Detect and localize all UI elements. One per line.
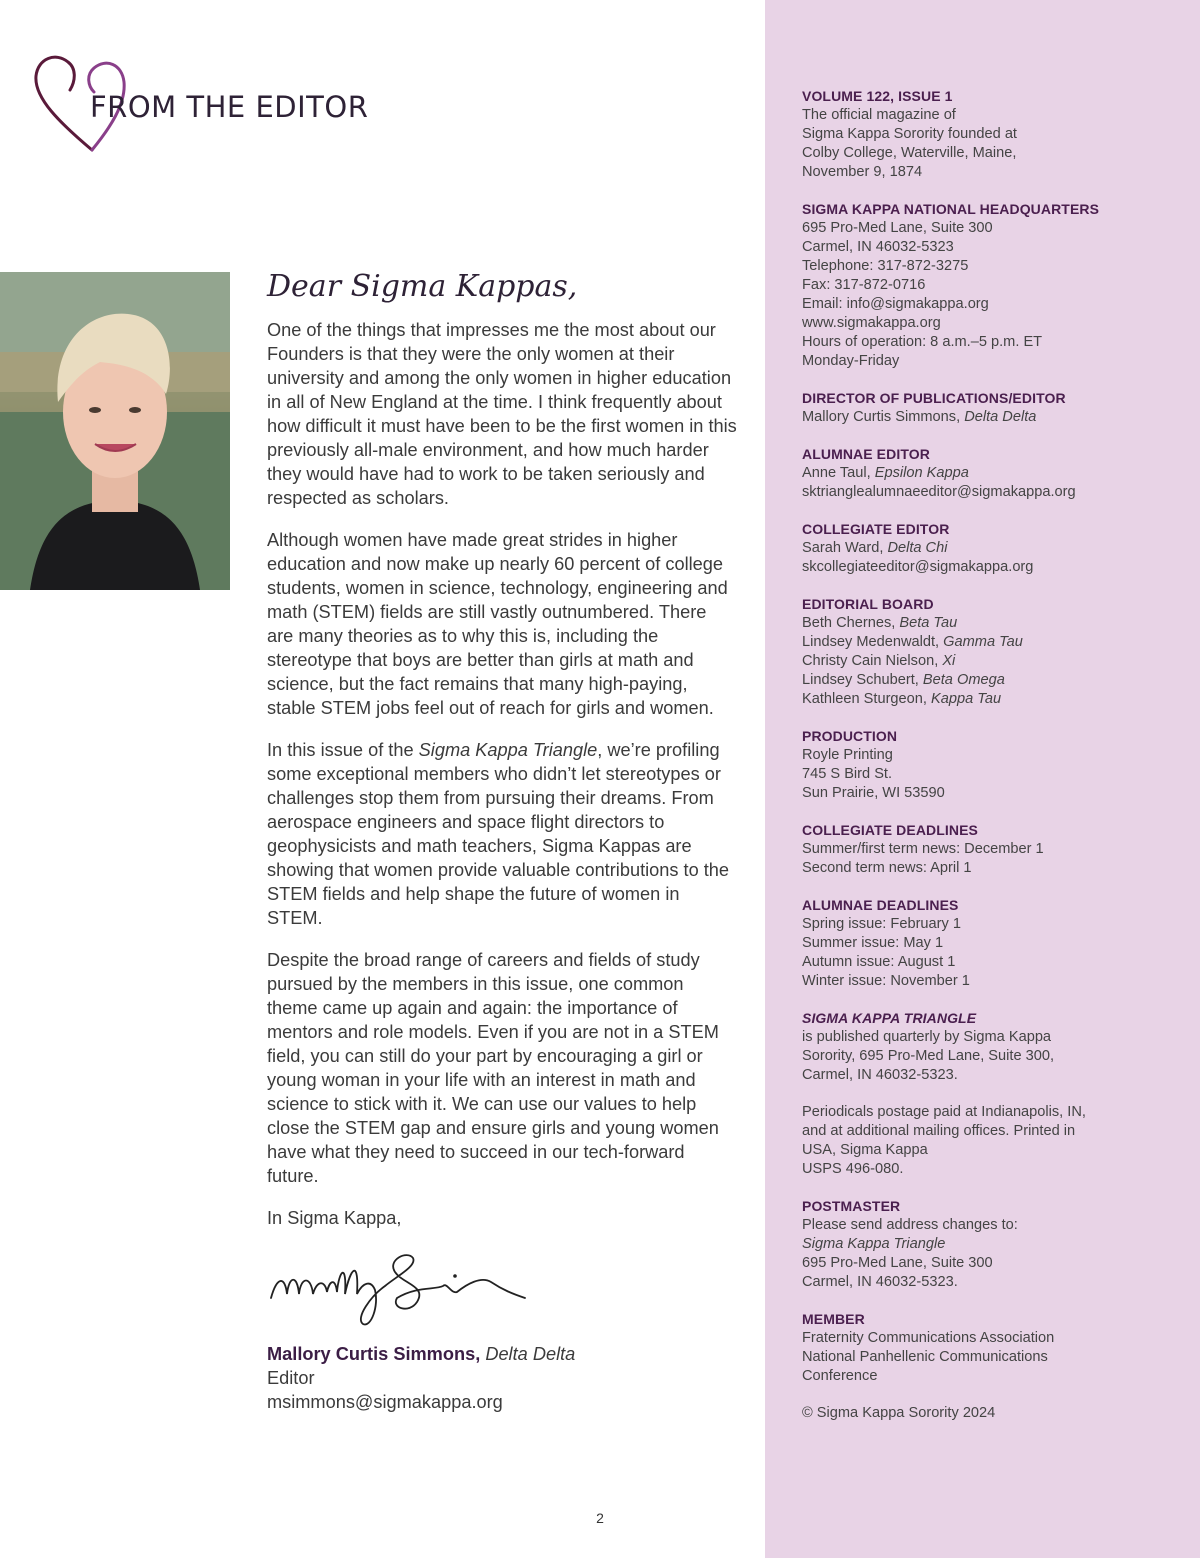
board-member	[802, 671, 1182, 690]
signer-title: Editor	[267, 1368, 315, 1388]
collegiate-editor-line	[802, 539, 1182, 558]
handwritten-signature	[267, 1236, 737, 1332]
postmaster-line	[802, 1235, 1182, 1254]
deadline-line: Second term news: April 1	[802, 860, 972, 876]
director-heading: DIRECTOR OF PUBLICATIONS/EDITOR	[802, 390, 1066, 406]
postage-line: Periodicals postage paid at Indianapolis, IN,	[802, 1104, 1086, 1120]
postmaster-heading: POSTMASTER	[802, 1198, 901, 1214]
board-member	[802, 633, 1182, 652]
volume-line: November 9, 1874	[802, 164, 923, 180]
alumnae-editor-email: sktrianglealumnaeeditor@sigmakappa.org	[802, 484, 1076, 500]
production-heading: PRODUCTION	[802, 728, 898, 744]
volume-line: Colby College, Waterville, Maine,	[802, 145, 1017, 161]
hq-heading: SIGMA KAPPA NATIONAL HEADQUARTERS	[802, 201, 1100, 217]
production-line: Sun Prairie, WI 53590	[802, 785, 945, 801]
triangle-line: is published quarterly by Sigma Kappa	[802, 1029, 1052, 1045]
from-the-editor-logo	[30, 48, 370, 158]
postmaster-magazine: Sigma Kappa Triangle	[802, 1236, 946, 1252]
hq-line: Fax: 317-872-0716	[802, 277, 926, 293]
triangle-line: Carmel, IN 46032-5323.	[802, 1067, 958, 1083]
hq-section	[802, 200, 1182, 371]
member-line: Fraternity Communications Association	[802, 1330, 1055, 1346]
postmaster-line: Please send address changes to:	[802, 1217, 1018, 1233]
collegiate-deadlines-section	[802, 821, 1182, 878]
director-chapter: Delta Delta	[964, 409, 1037, 425]
letter-paragraph-2: Although women have made great strides in higher education and now make up nearly 60 percent of college students, women in science, technology, engineering and math (STEM) fields are still vastly outnumbered. There are many theories as to why this is, including the stereotype that boys are better than girls at math and science, but the fact remains that many high-paying, stable STEM jobs feel out of reach for girls and women.	[267, 530, 728, 718]
signer-email: msimmons@sigmakappa.org	[267, 1392, 503, 1412]
postage-line: USA, Sigma Kappa	[802, 1142, 928, 1158]
member-section	[802, 1310, 1182, 1386]
closing: In Sigma Kappa,	[267, 1208, 402, 1228]
deadline-line: Summer issue: May 1	[802, 935, 944, 951]
board-member-chapter: Beta Omega	[922, 672, 1005, 688]
alumnae-editor-chapter: Epsilon Kappa	[874, 465, 969, 481]
alumnae-editor-line	[802, 464, 1182, 483]
signer-name: Mallory Curtis Simmons,	[267, 1344, 481, 1364]
signer-chapter: Delta Delta	[485, 1344, 576, 1364]
alumnae-editor-name: Anne Taul,	[802, 465, 875, 481]
board-member-chapter: Xi	[942, 653, 956, 669]
board-member-name: Lindsey Schubert,	[802, 672, 923, 688]
deadline-line: Summer/first term news: December 1	[802, 841, 1044, 857]
alumnae-editor-heading: ALUMNAE EDITOR	[802, 446, 930, 462]
member-line: National Panhellenic Communications	[802, 1349, 1048, 1365]
signer-line	[267, 1342, 737, 1366]
collegiate-editor-name: Sarah Ward,	[802, 540, 888, 556]
board-heading: EDITORIAL BOARD	[802, 596, 934, 612]
production-line: 745 S Bird St.	[802, 766, 893, 782]
director-section	[802, 389, 1182, 427]
p3-prefix: In this issue of the	[267, 740, 419, 760]
collegiate-deadlines-heading: COLLEGIATE DEADLINES	[802, 822, 978, 838]
triangle-section	[802, 1009, 1182, 1179]
postmaster-section	[802, 1197, 1182, 1292]
director-name: Mallory Curtis Simmons,	[802, 409, 965, 425]
production-line: Royle Printing	[802, 747, 893, 763]
board-member-chapter: Kappa Tau	[931, 691, 1002, 707]
page-title: FROM THE EDITOR	[90, 90, 369, 124]
hq-line: Monday-Friday	[802, 353, 900, 369]
board-member-name: Lindsey Medenwaldt,	[802, 634, 944, 650]
editor-letter	[267, 262, 737, 1414]
collegiate-editor-email: skcollegiateeditor@sigmakappa.org	[802, 559, 1034, 575]
volume-line: The official magazine of	[802, 107, 956, 123]
triangle-publish-info	[802, 1028, 1182, 1085]
letter-paragraph-3	[267, 738, 737, 930]
letter-paragraph-4: Despite the broad range of careers and fields of study pursued by the members in this issue, one common theme came up again and again: the importance of mentors and role models. Even if you are not in a STEM field, you can still do your part by encouraging a girl or young woman in your life with an interest in math and science to stick with it. We can use our values to help close the STEM gap and ensure girls and young women have what they need to succeed in our tech-forward future.	[267, 950, 719, 1186]
postmaster-line: 695 Pro-Med Lane, Suite 300	[802, 1255, 993, 1271]
alumnae-deadlines-section	[802, 896, 1182, 991]
hq-website: www.sigmakappa.org	[802, 315, 941, 331]
member-line: Conference	[802, 1368, 878, 1384]
production-section	[802, 727, 1182, 803]
page-number: 2	[596, 1510, 604, 1526]
volume-heading: VOLUME 122, ISSUE 1	[802, 88, 953, 104]
hq-line: Hours of operation: 8 a.m.–5 p.m. ET	[802, 334, 1043, 350]
board-member-name: Beth Chernes,	[802, 615, 900, 631]
board-member-name: Kathleen Sturgeon,	[802, 691, 932, 707]
masthead-content	[802, 87, 1182, 1423]
board-member-chapter: Beta Tau	[899, 615, 958, 631]
collegiate-editor-heading: COLLEGIATE EDITOR	[802, 521, 950, 537]
deadline-line: Autumn issue: August 1	[802, 954, 956, 970]
volume-section	[802, 87, 1182, 182]
copyright: © Sigma Kappa Sorority 2024	[802, 1405, 996, 1421]
board-member-chapter: Gamma Tau	[943, 634, 1023, 650]
p3-suffix: , we’re profiling some exceptional members who didn’t let stereotypes or challenges stop them from pursuing their dreams. From aerospace engineers and space flight directors to geophysicists and math teachers, Sigma Kappas are showing that women provide valuable contributions to the STEM fields and help shape the future of women in STEM.	[267, 740, 730, 928]
hq-line: 695 Pro-Med Lane, Suite 300	[802, 220, 993, 236]
volume-line: Sigma Kappa Sorority founded at	[802, 126, 1017, 142]
editor-photo	[0, 272, 230, 590]
hq-email: Email: info@sigmakappa.org	[802, 296, 989, 312]
board-member-name: Christy Cain Nielson,	[802, 653, 943, 669]
board-member	[802, 690, 1182, 709]
alumnae-deadlines-heading: ALUMNAE DEADLINES	[802, 897, 959, 913]
triangle-line: Sorority, 695 Pro-Med Lane, Suite 300,	[802, 1048, 1055, 1064]
triangle-heading: SIGMA KAPPA TRIANGLE	[802, 1010, 977, 1026]
postmaster-line: Carmel, IN 46032-5323.	[802, 1274, 958, 1290]
collegiate-editor-chapter: Delta Chi	[887, 540, 948, 556]
board-member	[802, 652, 1182, 671]
hq-line: Carmel, IN 46032-5323	[802, 239, 954, 255]
board-section	[802, 595, 1182, 709]
postage-line: USPS 496-080.	[802, 1161, 904, 1177]
letter-paragraph-1: One of the things that impresses me the most about our Founders is that they were the only women at their university and among the only women in higher education in all of New England at the time. I think frequently about how difficult it must have been to be the first women in this previously all-male environment, and how much harder they would have had to work to be taken seriously and respected as scholars.	[267, 320, 737, 508]
board-member	[802, 614, 1182, 633]
salutation: Dear Sigma Kappas,	[267, 269, 578, 304]
hq-line: Telephone: 317-872-3275	[802, 258, 969, 274]
director-line	[802, 408, 1182, 427]
deadline-line: Winter issue: November 1	[802, 973, 970, 989]
alumnae-editor-section	[802, 445, 1182, 502]
deadline-line: Spring issue: February 1	[802, 916, 961, 932]
magazine-title: Sigma Kappa Triangle	[418, 740, 598, 760]
postage-line: and at additional mailing offices. Printed in	[802, 1123, 1076, 1139]
member-heading: MEMBER	[802, 1311, 865, 1327]
collegiate-editor-section	[802, 520, 1182, 577]
